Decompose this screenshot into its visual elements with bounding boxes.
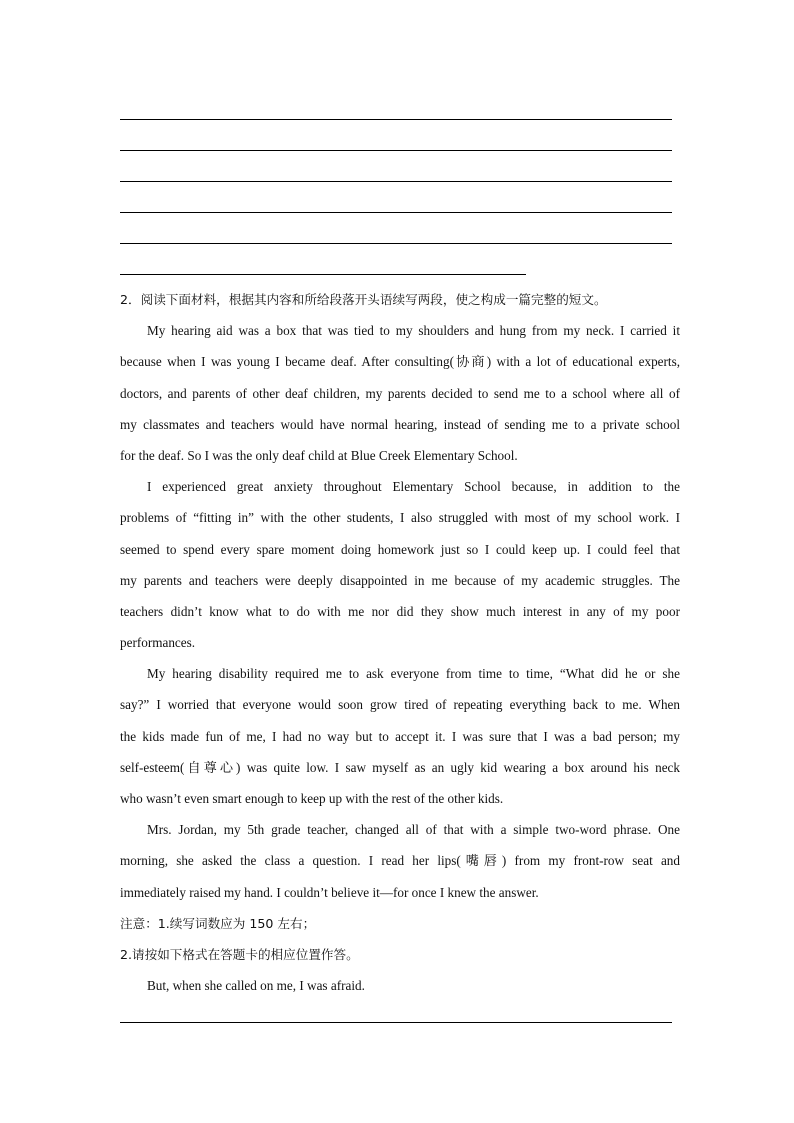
- text-line: for the deaf. So I was the only deaf child at Blue Creek Elementary School.: [120, 447, 518, 463]
- text-line: teachers didn’t know what to do with me nor did they show much interest in any of my poor: [120, 603, 680, 619]
- note-line: 注意：1.续写词数应为 150 左右；: [120, 915, 316, 931]
- note-line: 2.请按如下格式在答题卡的相应位置作答。: [120, 946, 359, 962]
- paragraph-3: [120, 658, 680, 814]
- text-line: doctors, and parents of other deaf children, my parents decided to send me to a school where all of: [120, 385, 680, 401]
- continuation-start: But, when she called on me, I was afraid.: [147, 978, 365, 994]
- question-heading: 2．阅读下面材料，根据其内容和所给段落开头语续写两段，使之构成一篇完整的短文。: [120, 292, 607, 307]
- text-line: Mrs. Jordan, my 5th grade teacher, changed all of that with a simple two-word phrase. One: [147, 822, 680, 838]
- paragraph-1: [120, 315, 680, 471]
- answer-line: [120, 212, 672, 213]
- text-line: my parents and teachers were deeply disappointed in me because of my academic struggles. The: [120, 572, 680, 588]
- paragraph-4: [120, 814, 680, 908]
- answer-line: [120, 150, 672, 151]
- text-line: immediately raised my hand. I couldn’t believe it—for once I knew the answer.: [120, 884, 539, 900]
- answer-line: [120, 1022, 672, 1023]
- text-line: My hearing disability required me to ask everyone from time to time, “What did he or she: [147, 666, 680, 682]
- text-line: problems of “fitting in” with the other students, I also struggled with most of my school work. I: [120, 510, 680, 526]
- question-body: [120, 284, 680, 1001]
- text-line: morning, she asked the class a question. I read her lips(嘴唇) from my front-row seat and: [120, 853, 680, 869]
- paragraph-2: [120, 471, 680, 658]
- text-line: my classmates and teachers would have normal hearing, instead of sending me to a private school: [120, 416, 680, 432]
- text-line: because when I was young I became deaf. After consulting(协商) with a lot of educational experts,: [120, 354, 680, 370]
- answer-line: [120, 119, 672, 120]
- text-line: who wasn’t even smart enough to keep up with the rest of the other kids.: [120, 791, 504, 806]
- text-line: self-esteem(自尊心) was quite low. I saw myself as an ugly kid wearing a box around his neck: [120, 759, 680, 775]
- text-line: seemed to spend every spare moment doing homework just so I could keep up. I could feel that: [120, 541, 680, 557]
- answer-line: [120, 243, 672, 244]
- text-line: My hearing aid was a box that was tied to my shoulders and hung from my neck. I carried it: [147, 323, 680, 339]
- answer-line-short: [120, 274, 526, 275]
- answer-line: [120, 181, 672, 182]
- text-line: I experienced great anxiety throughout Elementary School because, in addition to the: [147, 479, 680, 495]
- text-line: performances.: [120, 635, 196, 651]
- text-line: say?” I worried that everyone would soon grow tired of repeating everything back to me. When: [120, 697, 680, 713]
- text-line: the kids made fun of me, I had no way but to accept it. I was sure that I was a bad person; my: [120, 728, 680, 744]
